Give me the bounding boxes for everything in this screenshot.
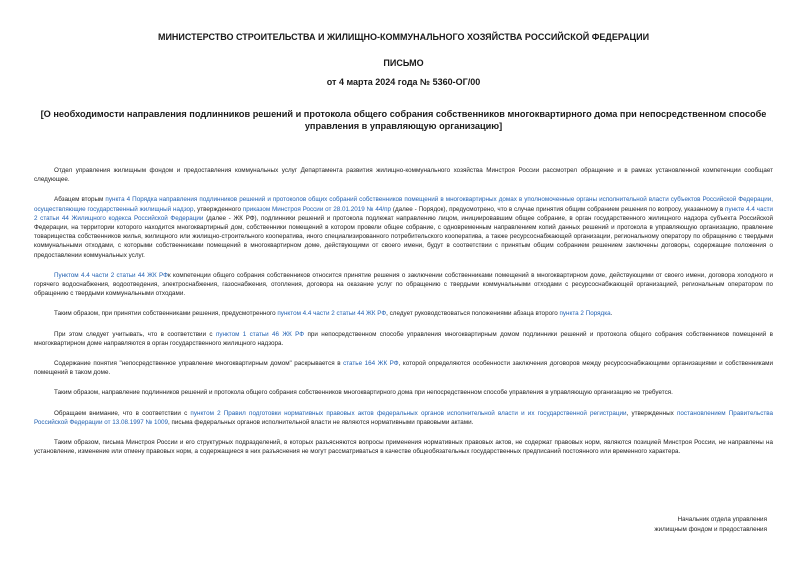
paragraph-3 — [34, 271, 773, 299]
doc-date-number: от 4 марта 2024 года № 5360-ОГ/00 — [326, 77, 481, 87]
paragraph-9: Таким образом, письма Минстроя России и его структурных подразделений, в которых разъясняются вопросы применения нормативных правовых актов, не содержат правовых норм, являются позицией Минстроя России, не направлены на установление, изменение или отмену правовых норм, а содержащиеся в них разъяснения не могут рассматриваться в качестве общеобязательных государственных предписаний постоянного или временного характера. — [34, 439, 773, 456]
text-run: (далее - ЖК РФ), подлинники решений и протокола подлежат направлению лицом, инициировавшим общее собрание, в орган государственного жилищного надзора субъекта Российской Федерации, на территории которого находится многоквартирный дом, собственники помещений в котором провели общее собрание, с одновременным направлением копий данных решений и протокола в управляющую организацию, правление товарищества собственников жилья, жилищного или жилищно-строительного кооператива, иного специализированного потребительского кооператива, а также ресурсоснабжающей организации, региональному оператору по обращению с твердыми коммунальными отходами, с которыми собственниками помещений в многоквартирном доме, действующими от своего имени, будут в соответствии с принятым общим собранием решением заключены договоры, содержащие положения о предоставлении коммунальных услуг. — [34, 214, 773, 259]
text-run: к компетенции общего собрания собственников относится принятие решения о заключении собственниками помещений в многоквартирном доме, действующими от своего имени, договора холодного и горячего водоснабжения, водоотведения, электроснабжения, газоснабжения, отопления, договора на оказание услуг по обращению с твердыми коммунальными отходами с ресурсоснабжающей организацией, региональным оператором по обращению с твердыми коммунальными отходами. — [34, 271, 773, 298]
paragraph-5 — [34, 330, 773, 348]
doc-type: ПИСЬМО — [383, 58, 424, 68]
link-rules-item-2[interactable]: пунктом 2 Правил подготовки нормативных правовых актов федеральных органов исполнительной власти и их государственной регистрации — [190, 409, 627, 417]
link-order-item-4[interactable]: пункта 4 Порядка направления подлинников решений и протоколов общих собраний собственников помещений в многоквартирных домах в уполномоченные органы исполнительной власти субъектов Российской Федерации, осуществляющие государственный жилищный надзор — [34, 196, 774, 213]
text-run: . — [610, 310, 613, 318]
text-run: Обращаем внимание, что в соответствии с — [54, 409, 191, 417]
text-run: при непосредственном способе управления многоквартирным домом подлинники решений и протокола общего собрания собственников помещений в многоквартирном доме направляются в орган государственного жилищного надзора. — [34, 330, 774, 347]
paragraph-6 — [34, 359, 773, 377]
link-article-164[interactable]: статье 164 ЖК РФ — [343, 360, 399, 368]
text-run: (далее - Порядок), предусмотрено, что в случае принятия общим собранием решения по вопросу, указанному в — [391, 205, 726, 213]
text-run: Таким образом, при принятии собственниками решения, предусмотренного — [54, 310, 278, 318]
paragraph-2 — [34, 195, 773, 259]
ministry-title: МИНИСТЕРСТВО СТРОИТЕЛЬСТВА И ЖИЛИЩНО-КОММУНАЛЬНОГО ХОЗЯЙСТВА РОССИЙСКОЙ ФЕДЕРАЦИИ — [157, 32, 650, 42]
link-order-item-2[interactable]: пункта 2 Порядка — [559, 310, 611, 318]
text-run: , утвержденных — [626, 409, 677, 417]
text-run: , письма федеральных органов исполнительной власти не являются нормативными правовыми актами. — [168, 418, 474, 426]
text-run: , следует руководствоваться положениями абзаца второго — [386, 310, 560, 318]
text-run: При этом следует учитывать, что в соответствии с — [54, 330, 216, 338]
text-run: Абзацем вторым — [54, 196, 106, 204]
link-article-46[interactable]: пунктом 1 статьи 46 ЖК РФ — [215, 330, 305, 338]
link-item-4-4-b[interactable]: пунктом 4.4 части 2 статьи 44 ЖК РФ — [277, 310, 387, 318]
paragraph-8 — [34, 409, 773, 427]
signature-line-2: жилищным фондом и предоставления — [654, 526, 767, 533]
link-housing-code-44[interactable]: пункте 4.4 части 2 статьи 44 Жилищного кодекса Российской Федерации — [34, 205, 774, 222]
text-run: , утвержденного — [193, 205, 243, 213]
doc-subject: [О необходимости направления подлинников решений и протокола общего собрания собственников многоквартирного дома при непосредственном способе управления в управляющую организацию] — [40, 109, 767, 131]
paragraph-4 — [34, 309, 773, 318]
signature-line-1: Начальник отдела управления — [677, 516, 767, 523]
paragraph-1: Отдел управления жилищным фондом и предоставления коммунальных услуг Департамента развития жилищно-коммунального хозяйства Минстроя России рассмотрел обращение и в рамках установленной компетенции сообщает следующее. — [34, 167, 773, 184]
link-decree-1009[interactable]: постановлением Правительства Российской Федерации от 13.08.1997 № 1009 — [34, 409, 774, 426]
letter-body — [34, 166, 773, 456]
link-item-4-4[interactable]: Пунктом 4.4 части 2 статьи 44 ЖК РФ — [54, 271, 168, 279]
signature-block — [654, 515, 767, 535]
link-order-44pr[interactable]: приказом Минстроя России от 28.01.2019 № 44/пр — [242, 205, 391, 213]
paragraph-7: Таким образом, направление подлинников решений и протокола общего собрания собственников многоквартирного дома при непосредственном способе управления в управляющую организацию не требуется. — [54, 389, 673, 397]
text-run: Содержание понятия "непосредственное управление многоквартирным домом" раскрывается в — [54, 360, 344, 368]
text-run: , которой определяются особенности заключения договоров между ресурсоснабжающими организациями и собственниками помещений в таком доме. — [34, 360, 773, 377]
